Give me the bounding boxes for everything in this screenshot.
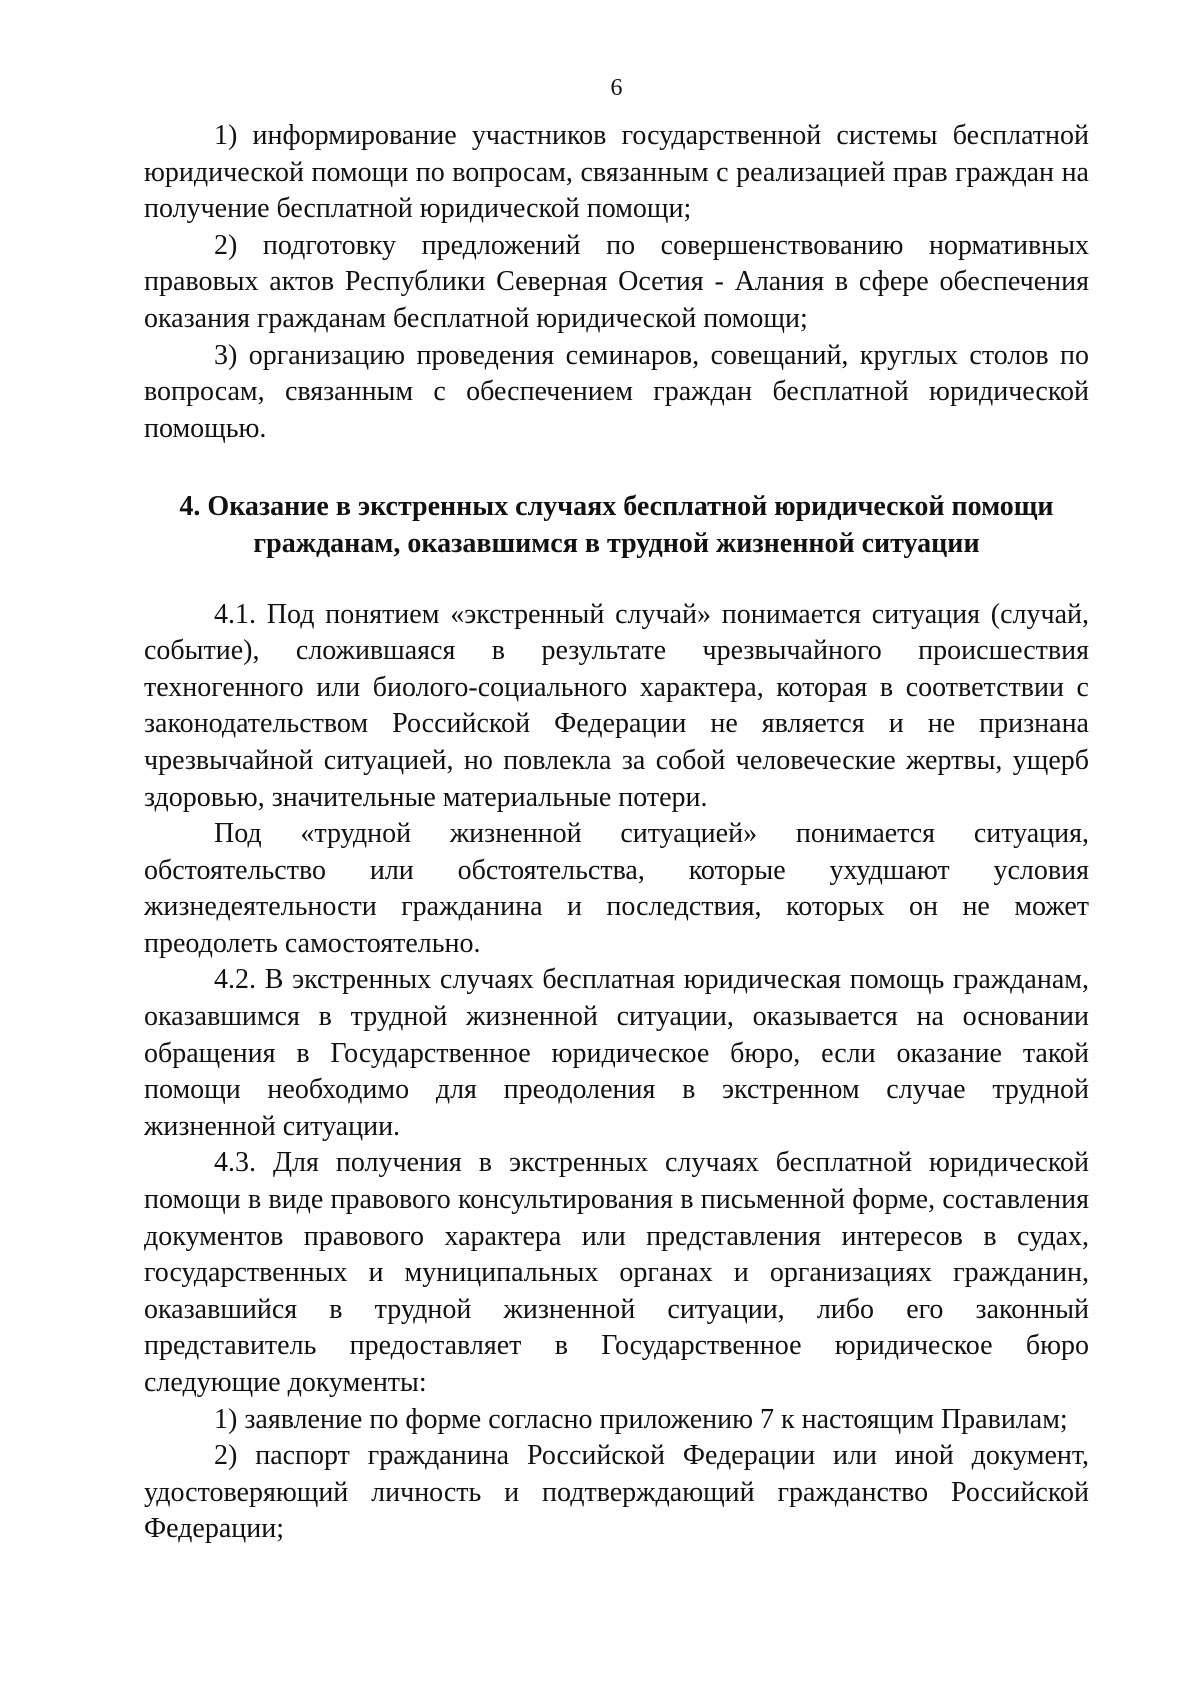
list-item: 2) подготовку предложений по совершенствованию нормативных правовых актов Республики Северная Осетия - Алания в сфере обеспечения оказания гражданам бесплатной юридической помощи; <box>144 229 1089 334</box>
list-item: 3) организацию проведения семинаров, совещаний, круглых столов по вопросам, связанным с обеспечением граждан бесплатной юридической помощью. <box>144 339 1089 444</box>
paragraph: Под «трудной жизненной ситуацией» понимается ситуация, обстоятельство или обстоятельства, которые ухудшают условия жизнедеятельности гражданина и последствия, которых он не может преодолеть самостоятельно. <box>144 818 1089 959</box>
paragraph: 4.2. В экстренных случаях бесплатная юридическая помощь гражданам, оказавшимся в трудной жизненной ситуации, оказывается на основании обращения в Государственное юридическое бюро, если оказание такой помощи необходимо для преодоления в экстренном случае трудной жизненной ситуации. <box>144 964 1089 1142</box>
paragraph: 4.3. Для получения в экстренных случаях бесплатной юридической помощи в виде правового консультирования в письменной форме, составления документов правового характера или представления интересов в судах, государственных и муниципальных органах и организациях гражданин, оказавшийся в трудной жизненной ситуации, либо его законный представитель предоставляет в Государственное юридическое бюро следующие документы: <box>144 1147 1089 1398</box>
page-number: 6 <box>610 75 623 101</box>
list-item: 1) информирование участников государственной системы бесплатной юридической помощи по вопросам, связанным с реализацией прав граждан на получение бесплатной юридической помощи; <box>144 120 1089 225</box>
list-item: 2) паспорт гражданина Российской Федерации или иной документ, удостоверяющий личность и подтверждающий гражданство Российской Федерации; <box>144 1440 1089 1545</box>
paragraph: 4.1. Под понятием «экстренный случай» понимается ситуация (случай, событие), сложившаяся в результате чрезвычайного происшествия техногенного или биолого-социального характера, которая в соответствии с законодательством Российской Федерации не является и не признана чрезвычайной ситуацией, но повлекла за собой человеческие жертвы, ущерб здоровью, значительные материальные потери. <box>144 598 1089 813</box>
document-page <box>144 72 1089 1548</box>
section-heading: 4. Оказание в экстренных случаях бесплатной юридической помощи гражданам, оказавшимся в трудной жизненной ситуации <box>179 491 1054 559</box>
list-item: 1) заявление по форме согласно приложению 7 к настоящим Правилам; <box>214 1403 1068 1435</box>
